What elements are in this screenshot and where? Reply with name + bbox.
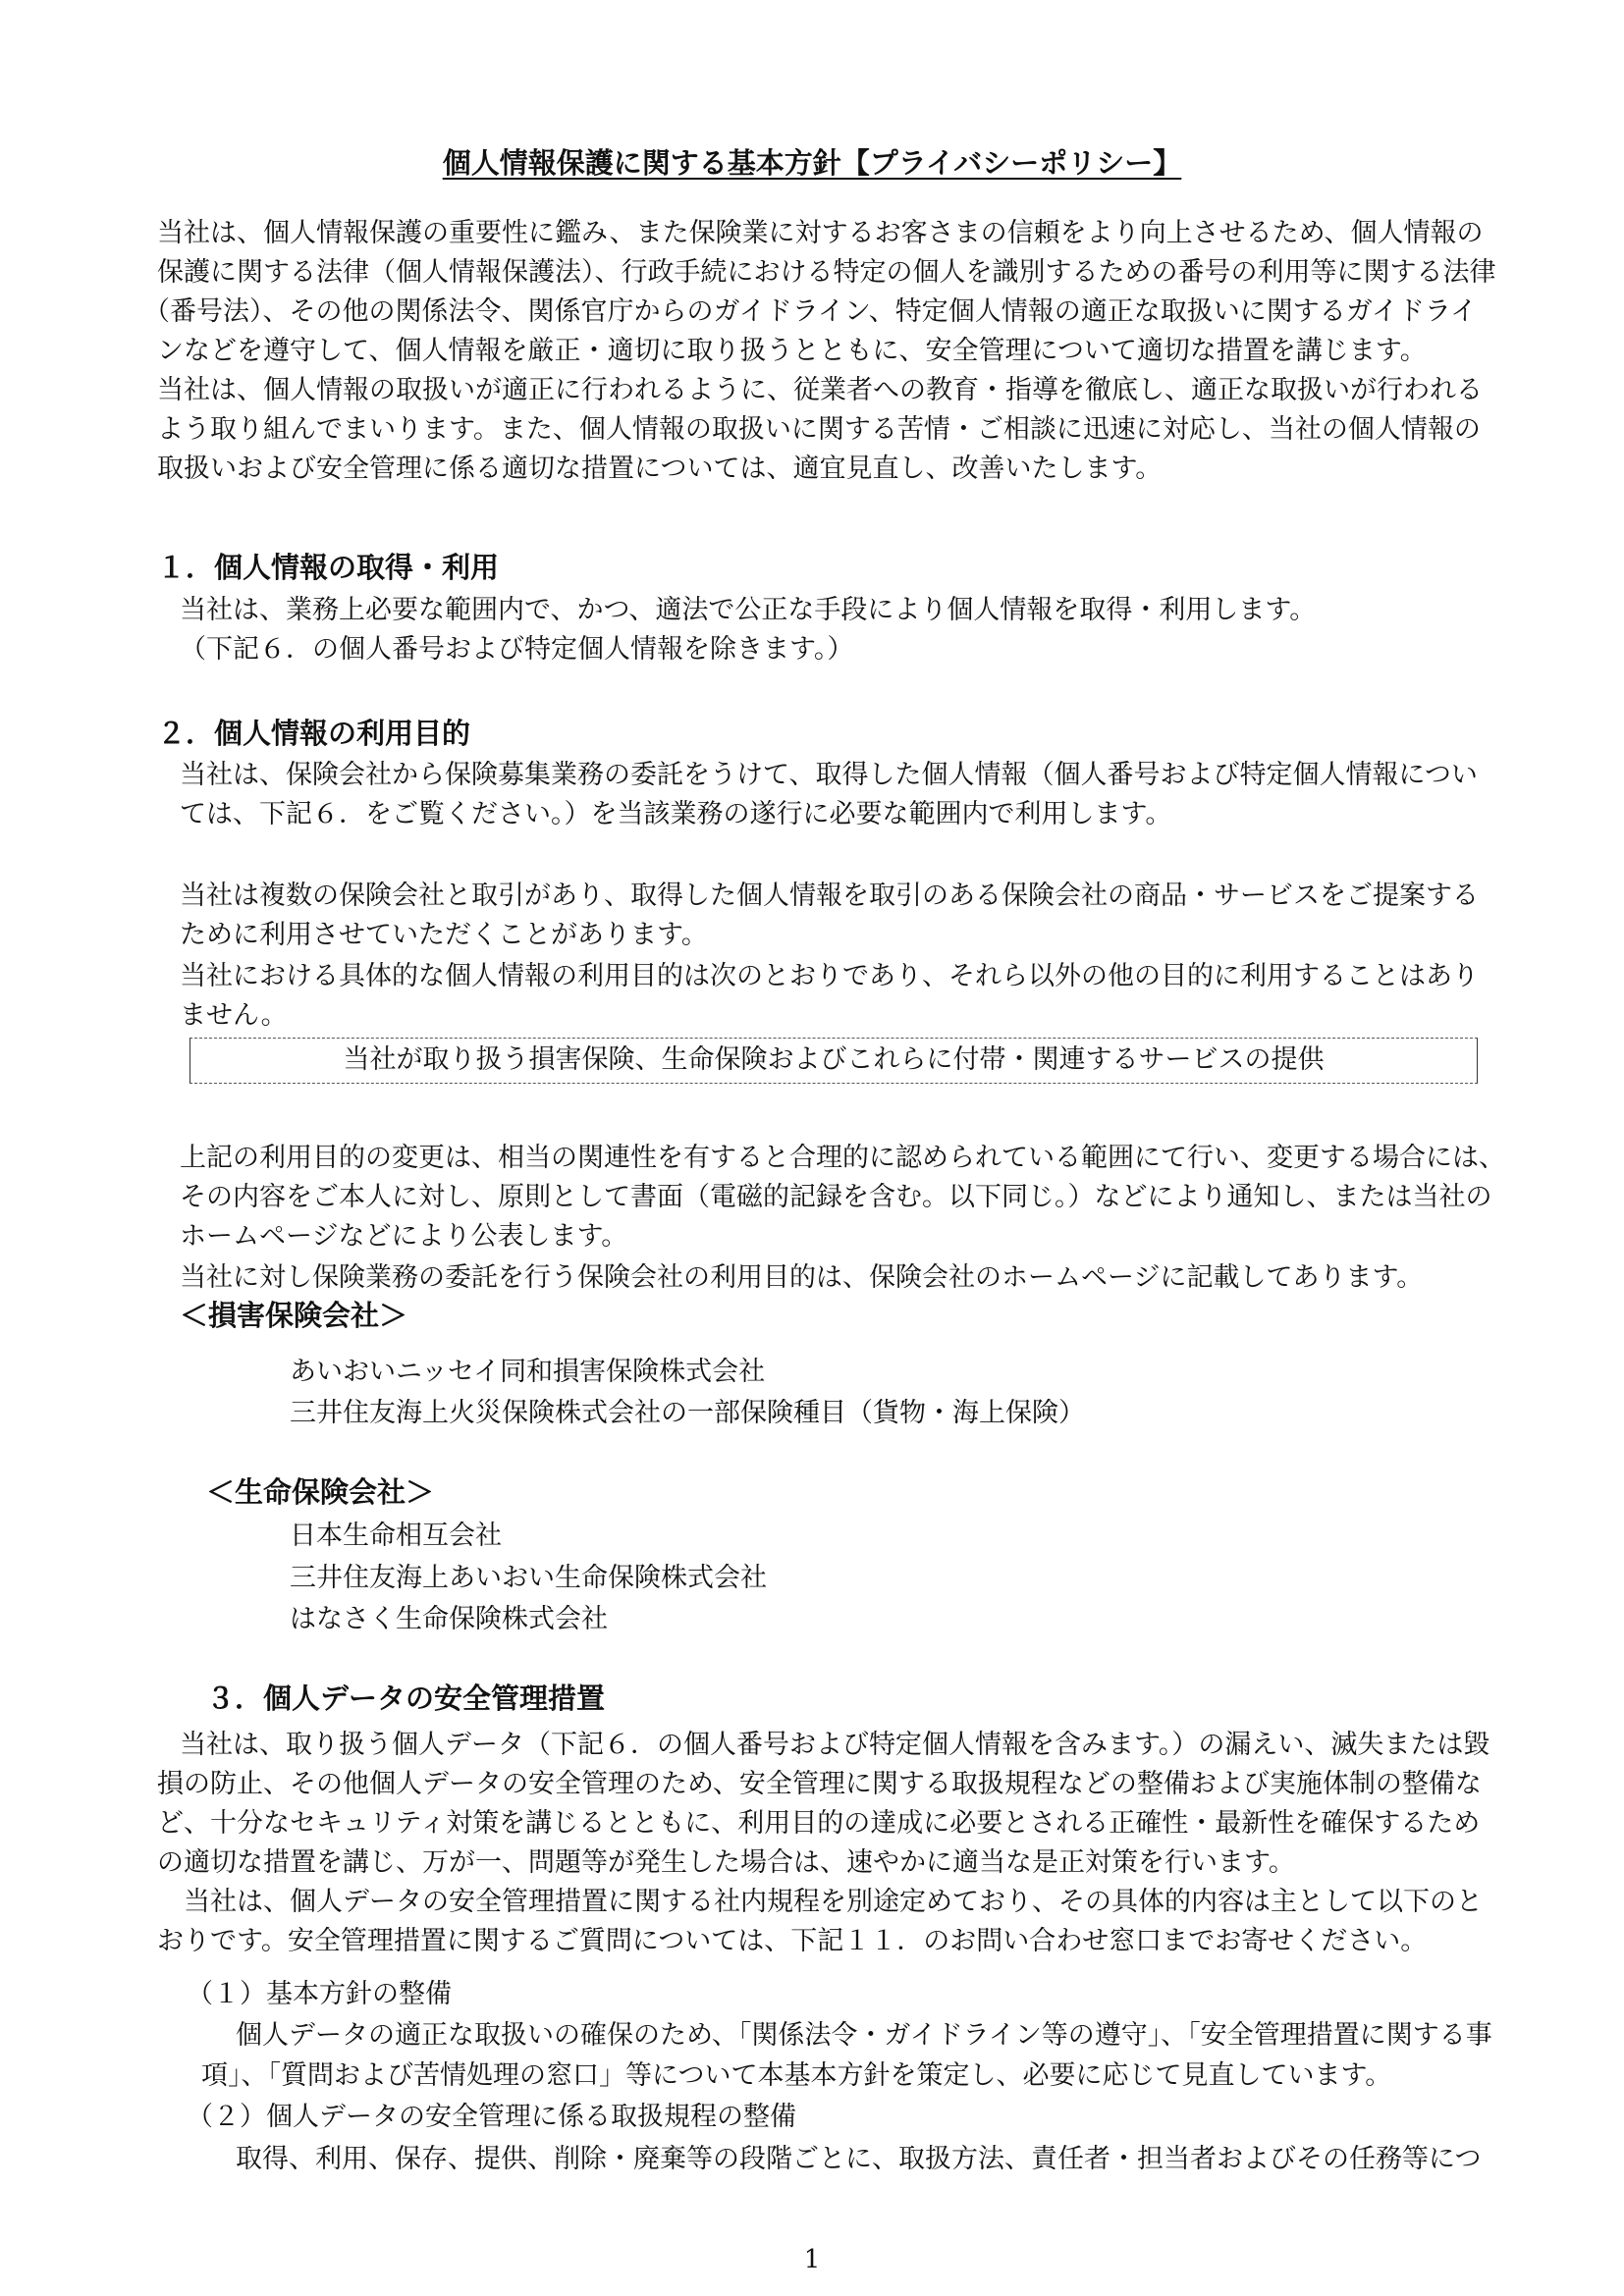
intro-line: 取扱いおよび安全管理に係る適切な措置については、適宜見直し、改善いたします。 xyxy=(157,454,1163,484)
subitem-label: （１）基本方針の整備 xyxy=(187,1979,452,2009)
section2-line: 当社は、保険会社から保険募集業務の委託をうけて、取得した個人情報（個人番号および特定個人情報につい xyxy=(180,760,1478,790)
section2-heading: ２．個人情報の利用目的 xyxy=(157,717,471,750)
purpose-box: 当社が取り扱う損害保険、生命保険およびこれらに付帯・関連するサービスの提供 xyxy=(189,1038,1478,1084)
section2-line: ては、下記６．をご覧ください。）を当該業務の遂行に必要な範囲内で利用します。 xyxy=(180,799,1172,829)
nonlife-heading: ＜損害保険会社＞ xyxy=(180,1299,408,1332)
intro-line: 当社は、個人情報保護の重要性に鑑み、また保険業に対するお客さまの信頼をより向上させるため、個人情報の xyxy=(157,218,1484,248)
section3-line: 当社は、取り扱う個人データ（下記６．の個人番号および特定個人情報を含みます。）の漏えい、滅失または毀 xyxy=(180,1730,1490,1760)
nonlife-company: 三井住友海上火災保険株式会社の一部保険種目（貨物・海上保険） xyxy=(290,1398,1085,1428)
section2-line: ホームページなどにより公表します。 xyxy=(180,1221,628,1252)
section2-line: ません。 xyxy=(180,1000,288,1031)
section2-line: 上記の利用目的の変更は、相当の関連性を有すると合理的に認められている範囲にて行い、変更する場合には、 xyxy=(180,1143,1505,1173)
intro-line: （番号法）、その他の関係法令、関係官庁からのガイドライン、特定個人情報の適正な取扱いに関するガイドライ xyxy=(143,296,1478,327)
section1-line: （下記６．の個人番号および特定個人情報を除きます。） xyxy=(180,634,854,665)
section1-line: 当社は、業務上必要な範囲内で、かつ、適法で公正な手段により個人情報を取得・利用します。 xyxy=(180,595,1317,625)
section3-paragraph xyxy=(157,1726,1489,1961)
section2-line: 当社における具体的な個人情報の利用目的は次のとおりであり、それら以外の他の目的に利用することはあり xyxy=(180,961,1479,991)
life-company: 日本生命相互会社 xyxy=(290,1521,502,1551)
section3-line: おりです。安全管理措置に関するご質問については、下記１１．のお問い合わせ窓口までお寄せください。 xyxy=(157,1926,1428,1956)
intro-line: よう取り組んでまいります。また、個人情報の取扱いに関する苦情・ご相談に迅速に対応し、当社の個人情報の xyxy=(157,414,1481,445)
subitem-line: 個人データの適正な取扱いの確保のため、「関係法令・ガイドライン等の遵守」、「安全管理措置に関する事 xyxy=(236,2020,1492,2051)
section3-heading: ３．個人データの安全管理措置 xyxy=(206,1682,606,1715)
section2-line: 当社は複数の保険会社と取引があり、取得した個人情報を取引のある保険会社の商品・サービスをご提案する xyxy=(180,881,1479,911)
life-company: はなさく生命保険株式会社 xyxy=(290,1604,608,1634)
intro-paragraph xyxy=(143,214,1496,489)
section3-line: 損の防止、その他個人データの安全管理のため、安全管理に関する取扱規程などの整備および実施体制の整備な xyxy=(157,1769,1482,1799)
section2-line: ために利用させていただくことがあります。 xyxy=(180,920,708,950)
section2-line: その内容をご本人に対し、原則として書面（電磁的記録を含む。以下同じ。）などにより通知し、または当社の xyxy=(180,1182,1492,1212)
section3-line: 当社は、個人データの安全管理措置に関する社内規程を別途定めており、その具体的内容は主として以下のと xyxy=(157,1887,1483,1917)
life-company: 三井住友海上あいおい生命保険株式会社 xyxy=(290,1563,767,1593)
life-heading: ＜生命保険会社＞ xyxy=(206,1475,435,1509)
subitem-label: （２）個人データの安全管理に係る取扱規程の整備 xyxy=(187,2102,796,2132)
intro-line: 当社は、個人情報の取扱いが適正に行われるように、従業者への教育・指導を徹底し、適正な取扱いが行われる xyxy=(157,375,1483,405)
subitem-line: 項」、「質問および苦情処理の窓口」等について本基本方針を策定し、必要に応じて見直しています。 xyxy=(201,2060,1392,2091)
page-title: 個人情報保護に関する基本方針【プライバシーポリシー】 xyxy=(442,146,1182,180)
section3-line: の適切な措置を講じ、万が一、問題等が発生した場合は、速やかに適当な是正対策を行います。 xyxy=(157,1847,1295,1878)
section2-line: 当社に対し保険業務の委託を行う保険会社の利用目的は、保険会社のホームページに記載してあります。 xyxy=(180,1262,1424,1293)
subitem-line: 取得、利用、保存、提供、削除・廃棄等の段階ごとに、取扱方法、責任者・担当者およびその任務等につ xyxy=(236,2144,1482,2174)
section3-line: ど、十分なセキュリティ対策を講じるとともに、利用目的の達成に必要とされる正確性・最新性を確保するため xyxy=(157,1808,1481,1839)
intro-line: 保護に関する法律（個人情報保護法）、行政手続における特定の個人を識別するための番号の利用等に関する法律 xyxy=(157,257,1496,288)
intro-line: ンなどを遵守して、個人情報を厳正・適切に取り扱うとともに、安全管理について適切な措置を講じます。 xyxy=(157,336,1427,366)
nonlife-company: あいおいニッセイ同和損害保険株式会社 xyxy=(290,1357,766,1387)
section1-heading: １．個人情報の取得・利用 xyxy=(157,551,500,584)
page-number: 1 xyxy=(803,2245,821,2274)
